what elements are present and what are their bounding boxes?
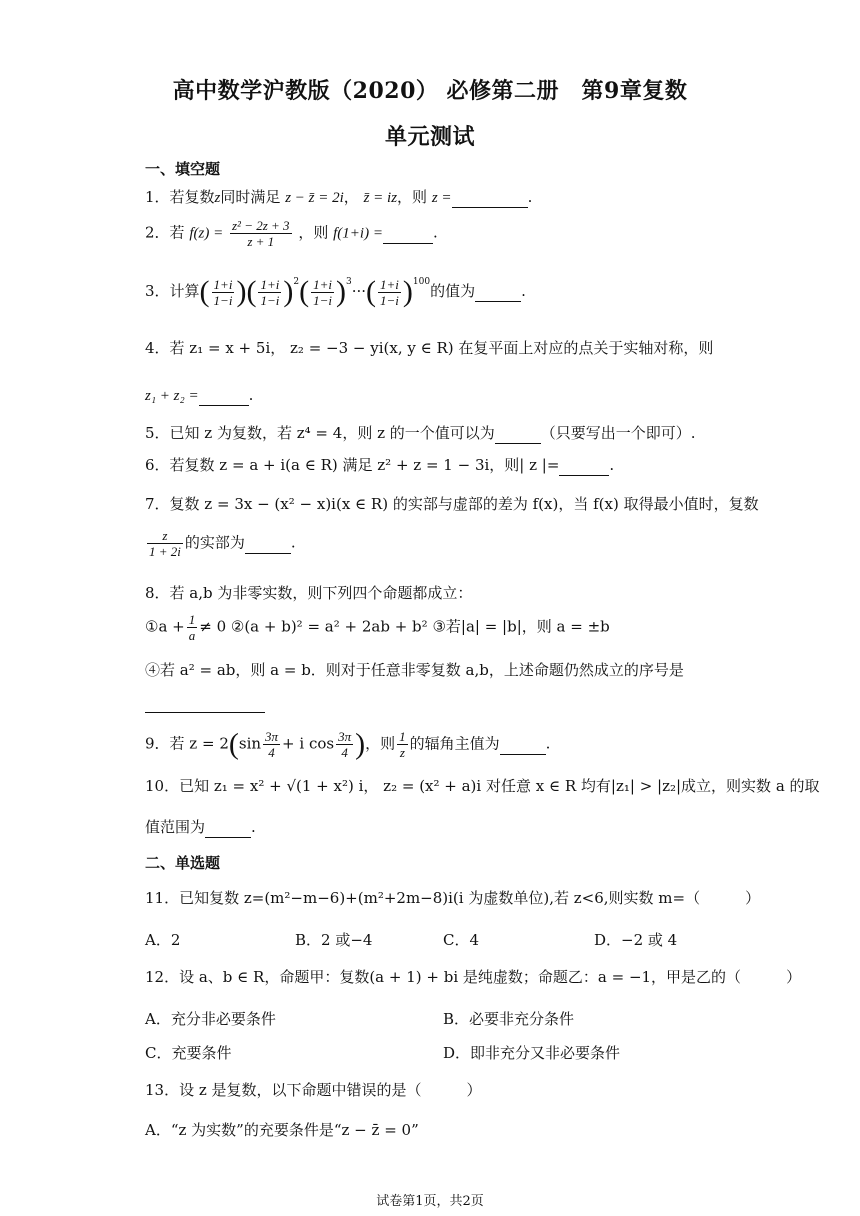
q7-end: . (290, 533, 296, 552)
q2-numerator: z² − 2z + 3 (231, 218, 290, 233)
q8-answer-line[interactable] (145, 692, 265, 713)
q11-option-a[interactable]: A．2 (145, 931, 181, 949)
q9-pre: 9．若 z = 2 (145, 734, 229, 753)
question-7-line-1: 7．复数 z = 3x − (x² − x)i(x ∈ R) 的实部与虚部的差为 f(x)，当 f(x) 取得最小值时，复数 (145, 495, 759, 513)
q1-pre: 1．若复数 (145, 188, 215, 206)
q2-end: . (432, 223, 438, 242)
question-7-line-2 (145, 528, 296, 559)
q1-eq3: z = (431, 190, 452, 206)
q2-answer-blank[interactable] (383, 223, 433, 244)
q11-option-c[interactable]: C．4 (443, 931, 480, 949)
q9-answer-blank[interactable] (500, 734, 546, 755)
question-8-line-1: 8．若 a,b 为非零实数，则下列四个命题都成立： (145, 584, 473, 602)
q11-option-b[interactable]: B．2 或−4 (295, 931, 373, 949)
q5-post: （只要写出一个即可）. (540, 424, 696, 442)
q7-answer-blank[interactable] (245, 533, 291, 554)
question-6 (145, 455, 614, 476)
q10-end: . (251, 818, 256, 836)
section-single-choice: 二、单选题 (145, 854, 221, 872)
q1-end: . (527, 188, 533, 206)
q12-option-a[interactable]: A．充分非必要条件 (145, 1010, 276, 1028)
question-8-line-2 (145, 612, 610, 643)
q4-sum: z₁ + z₂ = (145, 388, 199, 404)
q4-end: . (248, 386, 254, 404)
q2-mid: ，则 (298, 223, 329, 242)
q9-fraction-3: $\frac{1}{z}$ (399, 729, 406, 760)
question-12: 12．设 a、b ∈ R，命题甲：复数(a + 1) + bi 是纯虚数；命题乙：a = −1，甲是乙的（ ） (145, 968, 802, 986)
q8-part-a: ①a + (145, 617, 185, 636)
question-11: 11．已知复数 z=(m²−m−6)+(m²+2m−8)i(i 为虚数单位),若 z<6,则实数 m=（ ） (145, 889, 761, 907)
q7-fraction: $\frac{z}{1 + 2i}$ (149, 528, 181, 559)
section-fill-in: 一、填空题 (145, 160, 221, 178)
q6-end: . (609, 456, 615, 474)
q1-post: ，则 (397, 188, 428, 206)
q3-fraction-100: $\frac{1+i}{1-i}$ (380, 276, 399, 308)
q3-exp-2: 2 (293, 277, 300, 287)
q6-answer-blank[interactable] (559, 455, 609, 476)
question-3: 3．计算( $\frac{1+i}{1-i}$ )( $\frac{1+i}{1-i}$ )$^2$( $\frac{1+i}{1-i}$ )$^3$···( $\frac{1+i}{1-i}$ )$^{100}$的值为 . (145, 275, 526, 308)
q11-option-d[interactable]: D．−2 或 4 (594, 931, 678, 949)
q12-option-b[interactable]: B．必要非充分条件 (443, 1010, 575, 1028)
page-footer: 试卷第1页，共2页 (376, 1194, 484, 1209)
q10-line2: 值范围为 (145, 818, 206, 836)
q3-dots: ··· (351, 282, 366, 300)
question-13: 13．设 z 是复数，以下命题中错误的是（ ） (145, 1081, 482, 1099)
q9-sin: sin (238, 734, 262, 753)
q8-fraction: $\frac{1}{a}$ (188, 612, 196, 643)
q3-pre: 3．计算 (145, 282, 200, 300)
q5-answer-blank[interactable] (495, 423, 541, 444)
q1-sep: ， (343, 188, 359, 206)
q8-part-b: ≠ 0 ②(a + b)² = a² + 2ab + b² ③若|a| = |b|，则 a = ±b (199, 617, 610, 636)
q12-option-c[interactable]: C．充要条件 (145, 1044, 232, 1062)
q3-fraction-3: $\frac{1+i}{1-i}$ (313, 276, 332, 308)
q1-z: z (214, 190, 221, 206)
question-4-line-2 (145, 385, 253, 406)
q2-f1: f(1+i) = (333, 225, 383, 242)
q10-answer-blank[interactable] (205, 817, 251, 838)
q4-answer-blank[interactable] (199, 385, 249, 406)
q2-denominator: z + 1 (247, 234, 275, 249)
q9-end: . (545, 734, 551, 753)
question-10-line-2 (145, 817, 256, 838)
question-8-line-3: ④若 a² = ab，则 a = b．则对于任意非零复数 a,b，上述命题仍然成立的序号是 (145, 661, 684, 679)
q5-pre: 5．已知 z 为复数，若 z⁴ = 4，则 z 的一个值可以为 (145, 424, 495, 442)
q6-pre: 6．若复数 z = a + i(a ∈ R) 满足 z² + z = 1 − 3i，则| z |= (145, 456, 560, 474)
q13-option-a[interactable]: A．“z 为实数”的充要条件是“z − z̄ = 0” (145, 1121, 419, 1139)
q9-fraction-1: $\frac{3\pi}{4}$ (265, 729, 279, 760)
q1-mid1: 同时满足 (220, 188, 281, 206)
question-4-line-1: 4．若 z₁ = x + 5i， z₂ = −3 − yi(x, y ∈ R) 在复平面上对应的点关于实轴对称，则 (145, 339, 714, 357)
q3-fraction-2: $\frac{1+i}{1-i}$ (260, 276, 280, 308)
q2-fraction (230, 218, 292, 249)
question-9: 9．若 z = 2(sin $\frac{3\pi}{4}$ + i cos $\frac{3\pi}{4}$ )，则 $\frac{1}{z}$ 的辐角主值为 . (145, 727, 551, 761)
title-line-2: 单元测试 (384, 124, 475, 150)
q9-icos: + i cos (282, 734, 335, 753)
q3-fraction-1: $\frac{1+i}{1-i}$ (213, 276, 233, 308)
q12-option-d[interactable]: D．即非充分又非必要条件 (443, 1044, 621, 1062)
q1-eq1: z − z̄ = 2i (285, 190, 344, 206)
title-line-1: 高中数学沪教版（2020） 必修第二册 第9章复数 (172, 78, 688, 104)
q3-exp-3: 3 (345, 277, 352, 287)
q2-fz: f(z) = (189, 225, 224, 242)
q3-exp-100: 100 (412, 277, 431, 287)
question-5 (145, 423, 696, 444)
q3-answer-blank[interactable] (475, 281, 521, 302)
q7-post: 的实部为 (184, 533, 245, 552)
q9-post: 的辐角主值为 (409, 734, 500, 753)
question-10-line-1: 10．已知 z₁ = x² + √(1 + x²) i， z₂ = (x² + a)i 对任意 x ∈ R 均有|z₁| > |z₂|成立，则实数 a 的取 (145, 777, 820, 795)
question-2 (145, 218, 438, 249)
q3-post: 的值为 (430, 282, 476, 300)
q9-fraction-2: $\frac{3\pi}{4}$ (338, 729, 352, 760)
q9-mid: ，则 (365, 734, 396, 753)
q1-eq2: z̄ = iz (363, 190, 398, 206)
question-1 (145, 187, 532, 208)
q3-end: . (521, 282, 526, 300)
q1-answer-blank[interactable] (452, 187, 528, 208)
q2-pre: 2．若 (145, 223, 185, 242)
